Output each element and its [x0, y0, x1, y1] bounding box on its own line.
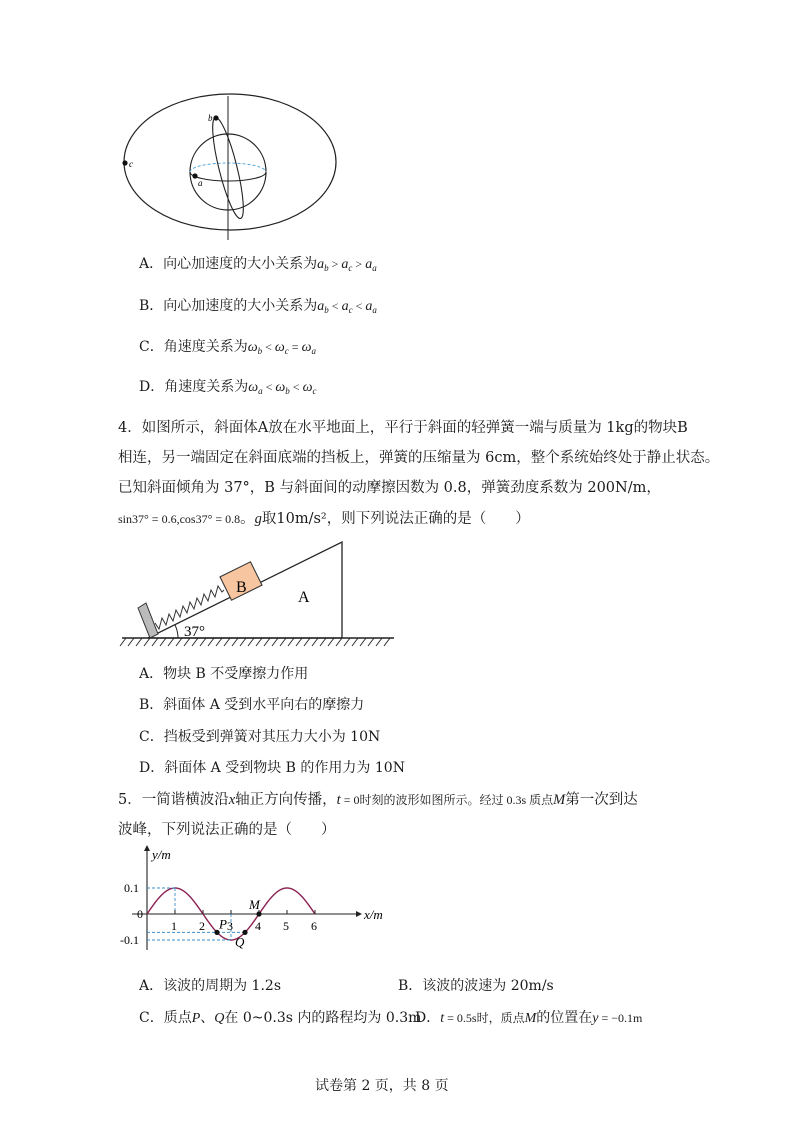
- incline-a-label: A: [298, 589, 310, 606]
- x-axis-label: x/m: [364, 907, 383, 922]
- x-tick-label: 1: [171, 919, 177, 933]
- q5-option-a: A．该波的周期为 1.2s: [139, 978, 282, 994]
- q4-option-d: D．斜面体 A 受到物块 B 的作用力为 10N: [139, 760, 405, 776]
- orbit-figure: [110, 90, 350, 242]
- y-axis-arrow: [144, 845, 150, 851]
- point-label-q: Q: [235, 934, 245, 950]
- spring: [155, 586, 224, 629]
- object-a: [192, 173, 197, 178]
- y-tick-label: 0: [137, 907, 143, 921]
- q4-line-4: sin37° = 0.6,cos37° = 0.8。g取10m/s²，则下列说法正确的是（ ）: [118, 511, 530, 527]
- q3-option-c: C．角速度关系为$\omega_b < \omega_c = \omega_a$: [139, 339, 316, 356]
- x-tick-label: 2: [199, 919, 205, 933]
- q5-line-2: 波峰，下列说法正确的是（ ）: [118, 822, 336, 838]
- x-tick-label: 5: [283, 919, 289, 933]
- q4-line-3: 已知斜面倾角为 37°，B 与斜面间的动摩擦因数为 0.8，弹簧劲度系数为 200N/m，: [118, 480, 661, 496]
- q4-option-a: A．物块 B 不受摩擦力作用: [139, 666, 309, 682]
- q5-option-d: D．t = 0.5s时，质点M的位置在y = −0.1m: [415, 1010, 643, 1026]
- incline-figure: [118, 538, 398, 650]
- wave-chart: [112, 842, 402, 954]
- x-axis-arrow: [356, 911, 362, 917]
- q3-option-d: D．角速度关系为$\omega_a < \omega_b < \omega_c$: [139, 379, 317, 396]
- x-tick-label: 4: [255, 919, 261, 933]
- q4-line-1: 4．如图所示，斜面体A放在水平地面上，平行于斜面的轻弹簧一端与质量为 1kg的物块B: [118, 420, 688, 436]
- q4-option-c: C．挡板受到弹簧对其压力大小为 10N: [139, 729, 381, 745]
- q3-option-b: B．向心加速度的大小关系为$a_b < a_c < a_a$: [139, 298, 377, 315]
- point-m: [256, 911, 261, 916]
- page-footer: 试卷第 2 页，共 8 页: [315, 1078, 449, 1094]
- q5-option-b: B．该波的波速为 20m/s: [398, 978, 554, 994]
- q4-option-b: B．斜面体 A 受到水平向右的摩擦力: [139, 697, 365, 713]
- label-b: b: [208, 113, 213, 123]
- x-tick-label: 6: [311, 919, 317, 933]
- y-axis-label: y/m: [152, 847, 171, 862]
- point-label-m: M: [249, 897, 260, 912]
- y-tick-label: 0.1: [124, 881, 139, 895]
- satellite-b: [213, 115, 218, 120]
- label-c: c: [129, 159, 133, 169]
- point-label-p: P: [219, 916, 227, 932]
- label-a: a: [198, 178, 203, 188]
- satellite-c: [122, 160, 127, 165]
- y-tick-label: -0.1: [120, 933, 139, 947]
- q4-line-2: 相连，另一端固定在斜面底端的挡板上，弹簧的压缩量为 6cm，整个系统始终处于静止状态。: [118, 450, 720, 466]
- angle-label: 37°: [184, 624, 205, 640]
- stopper-plate: [138, 603, 158, 638]
- q3-option-a: A．向心加速度的大小关系为$a_b > a_c > a_a$: [139, 256, 377, 273]
- block-b-label: B: [236, 579, 247, 596]
- q5-option-c: C．质点P、Q在 0~0.3s 内的路程均为 0.3m: [139, 1010, 422, 1026]
- q5-line-1: 5．一简谐横波沿x轴正方向传播，t = 0时刻的波形如图所示。经过 0.3s 质点M第一次到达: [118, 792, 638, 808]
- x-tick-label: 3: [227, 919, 233, 933]
